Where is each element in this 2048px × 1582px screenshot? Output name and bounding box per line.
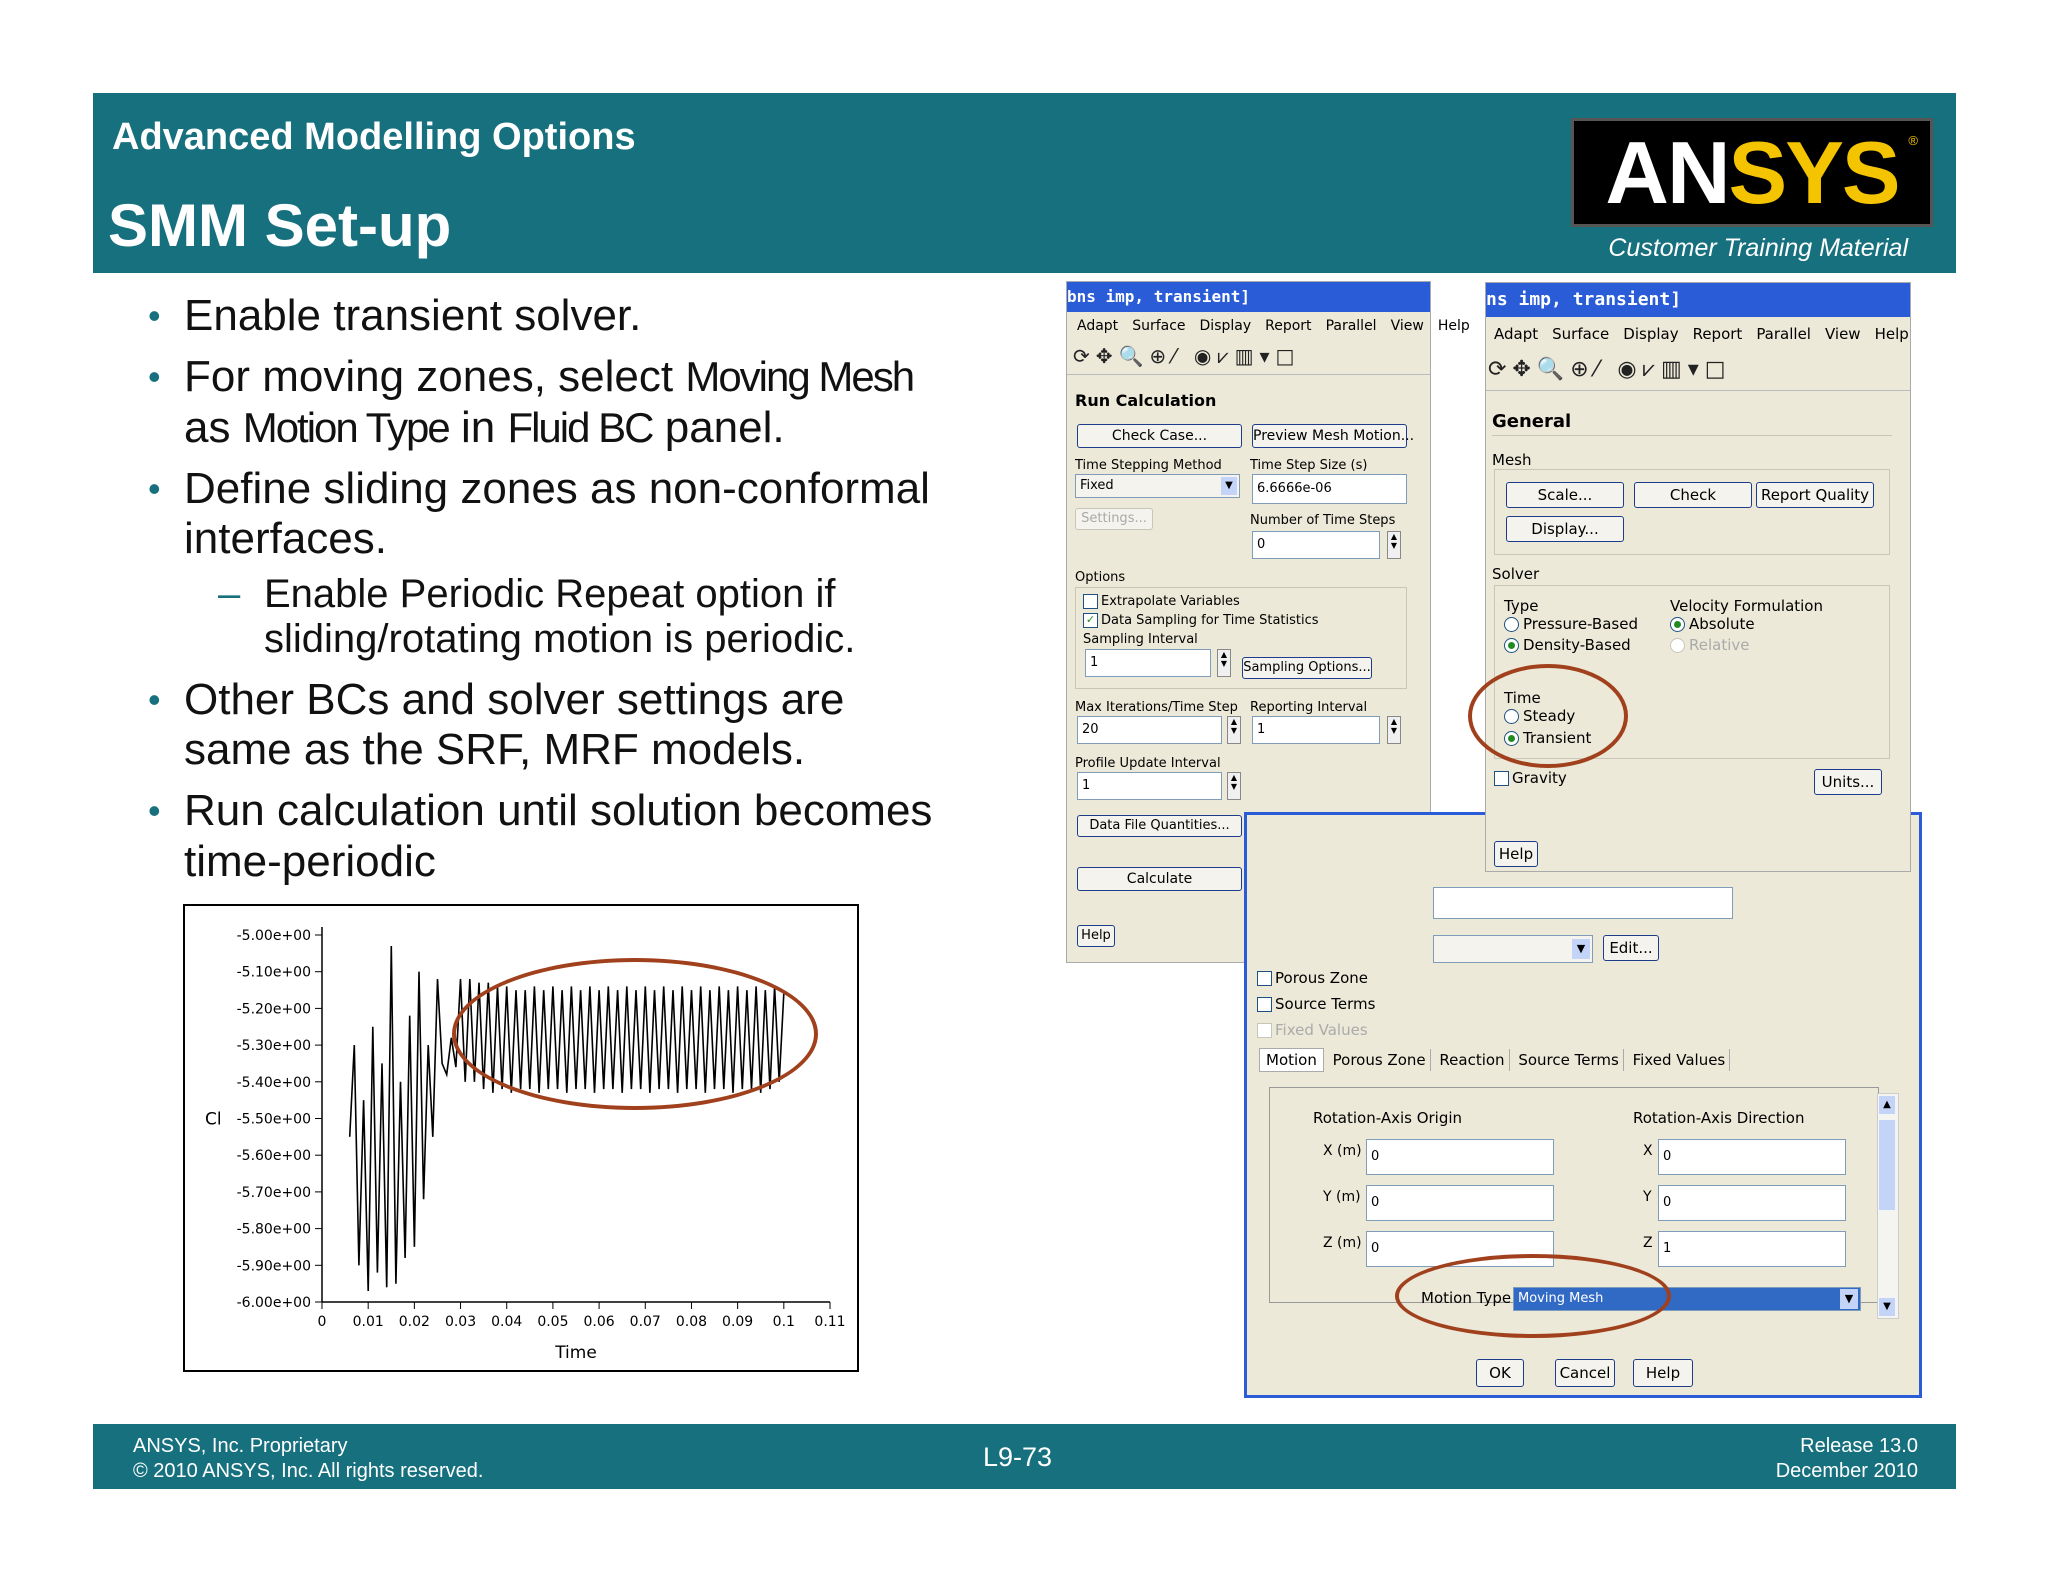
transient-radio[interactable]: Transient (1504, 729, 1591, 747)
max-iterations-input[interactable]: 20 (1077, 716, 1222, 744)
panel-heading: Run Calculation (1075, 391, 1217, 410)
y-axis-label: Cl (205, 1109, 222, 1130)
window-titlebar: bns imp, transient] (1067, 282, 1430, 312)
time-label: Time (1504, 689, 1541, 707)
density-based-radio[interactable]: Density-Based (1504, 636, 1631, 654)
profile-update-label: Profile Update Interval (1075, 756, 1221, 771)
menu-bar (1077, 318, 1484, 334)
x-tick-label: 0.07 (629, 1314, 661, 1330)
zone-name-input[interactable] (1433, 887, 1733, 919)
check-case-button[interactable]: Check Case... (1077, 424, 1242, 448)
porous-zone-checkbox[interactable]: Porous Zone (1257, 969, 1368, 987)
tab-source-terms[interactable]: Source Terms (1514, 1049, 1623, 1071)
source-terms-checkbox[interactable]: Source Terms (1257, 995, 1375, 1013)
panel-heading: General (1492, 411, 1572, 432)
fixed-values-checkbox[interactable]: Fixed Values (1257, 1021, 1368, 1039)
rotation-axis-direction-label: Rotation-Axis Direction (1633, 1109, 1805, 1127)
menu-bar (1494, 325, 1923, 343)
reporting-interval-spinner[interactable]: ▲ ▼ (1387, 716, 1401, 744)
x-tick-label: 0.11 (814, 1314, 846, 1330)
reporting-interval-input[interactable]: 1 (1252, 716, 1380, 744)
tab-motion[interactable]: Motion (1259, 1048, 1324, 1072)
tab-reaction[interactable]: Reaction (1435, 1049, 1509, 1071)
origin-z-input[interactable]: 0 (1366, 1231, 1554, 1267)
menu-display[interactable]: Display (1199, 318, 1252, 334)
toolbar-icons[interactable]: ⟳✥🔍⊕⁄ ◉⩗▥▾□ (1073, 344, 1301, 368)
y-tick-label: -5.90e+00 (236, 1258, 311, 1275)
max-iterations-spinner[interactable]: ▲ ▼ (1227, 716, 1241, 744)
sampling-interval-spinner[interactable]: ▲ ▼ (1217, 649, 1231, 677)
help-button[interactable]: Help (1633, 1359, 1693, 1387)
x-label: X (1643, 1143, 1653, 1159)
proprietary-text: ANSYS, Inc. Proprietary (133, 1435, 348, 1457)
time-step-size-label: Time Step Size (s) (1250, 458, 1368, 473)
y-tick-label: -5.30e+00 (236, 1038, 311, 1055)
x-tick-label: 0 (317, 1314, 327, 1330)
moving-mesh-highlight (1395, 1254, 1671, 1338)
y-tick-label: -5.70e+00 (236, 1184, 311, 1201)
menu-adapt[interactable]: Adapt (1494, 325, 1539, 343)
profile-update-input[interactable]: 1 (1077, 772, 1222, 800)
direction-z-input[interactable]: 1 (1658, 1231, 1846, 1267)
data-sampling-checkbox[interactable]: ✓ Data Sampling for Time Statistics (1083, 613, 1319, 628)
motion-type-label: Motion Type (1421, 1289, 1512, 1307)
options-label: Options (1075, 570, 1126, 585)
number-of-time-steps-label: Number of Time Steps (1250, 513, 1396, 528)
menu-display[interactable]: Display (1623, 325, 1679, 343)
menu-help[interactable]: Help (1874, 325, 1909, 343)
page-number: L9-73 (983, 1442, 1053, 1472)
chevron-down-icon[interactable]: ▼ (1840, 1289, 1858, 1309)
x-tick-label: 0.05 (537, 1314, 569, 1330)
time-stepping-select[interactable]: Fixed ▼ (1075, 474, 1240, 498)
menu-report[interactable]: Report (1692, 325, 1743, 343)
preview-mesh-motion-button[interactable]: Preview Mesh Motion... (1252, 424, 1407, 448)
origin-y-input[interactable]: 0 (1366, 1185, 1554, 1221)
y-tick-label: -5.50e+00 (236, 1111, 311, 1128)
scroll-up-icon[interactable]: ▲ (1879, 1096, 1895, 1114)
z-m-label: Z (m) (1323, 1235, 1362, 1251)
footer-bar (93, 1424, 1956, 1489)
y-tick-label: -5.20e+00 (236, 1001, 311, 1018)
copyright-text: © 2010 ANSYS, Inc. All rights reserved. (133, 1460, 484, 1482)
x-m-label: X (m) (1323, 1143, 1362, 1159)
x-tick-label: 0.01 (352, 1314, 384, 1330)
edit-button[interactable]: Edit... (1603, 935, 1659, 961)
steady-radio[interactable]: Steady (1504, 707, 1575, 725)
x-tick-label: 0.03 (444, 1314, 477, 1330)
toolbar-icons[interactable]: ⟳✥🔍⊕⁄ ◉⩗▥▾□ (1488, 357, 1732, 382)
relative-radio[interactable]: Relative (1670, 636, 1750, 654)
x-tick-label: 0.04 (491, 1314, 523, 1330)
x-tick-label: 0.09 (722, 1314, 754, 1330)
units-button[interactable]: Units... (1814, 769, 1882, 795)
type-label: Type (1504, 597, 1539, 615)
chevron-down-icon[interactable]: ▼ (1572, 939, 1590, 959)
ok-button[interactable]: OK (1476, 1359, 1524, 1387)
velocity-formulation-label: Velocity Formulation (1670, 597, 1823, 615)
sampling-options-button[interactable]: Sampling Options... (1242, 657, 1372, 679)
release-date: December 2010 (1775, 1460, 1918, 1482)
scrollbar[interactable] (1877, 1093, 1899, 1319)
transient-highlight (1468, 664, 1628, 768)
check-button[interactable]: Check (1634, 482, 1752, 508)
menu-adapt[interactable]: Adapt (1077, 318, 1119, 334)
y-tick-label: -5.60e+00 (236, 1148, 311, 1165)
slide-title: SMM Set-up (108, 192, 452, 259)
pressure-based-radio[interactable]: Pressure-Based (1504, 615, 1638, 633)
chevron-down-icon[interactable]: ▼ (1221, 477, 1237, 495)
material-select[interactable] (1433, 935, 1593, 963)
menu-report[interactable]: Report (1265, 318, 1312, 334)
absolute-radio[interactable]: Absolute (1670, 615, 1755, 633)
display-button[interactable]: Display... (1506, 516, 1624, 542)
solver-label: Solver (1492, 565, 1540, 583)
general-panel (1485, 282, 1911, 872)
y-tick-label: -5.10e+00 (236, 964, 311, 981)
menu-view[interactable]: View (1824, 325, 1861, 343)
cancel-button[interactable]: Cancel (1555, 1359, 1615, 1387)
menu-surface[interactable]: Surface (1132, 318, 1186, 334)
extrapolate-variables-checkbox[interactable]: Extrapolate Variables (1083, 594, 1240, 609)
x-tick-label: 0.06 (583, 1314, 615, 1330)
number-of-time-steps-spinner[interactable]: ▲ ▼ (1387, 531, 1401, 559)
menu-view[interactable]: View (1390, 318, 1424, 334)
y-tick-label: -5.00e+00 (236, 928, 311, 944)
data-file-quantities-button[interactable]: Data File Quantities... (1077, 815, 1242, 837)
x-axis-label: Time (555, 1343, 597, 1363)
x-tick-label: 0.1 (772, 1314, 795, 1330)
time-step-size-input[interactable]: 6.6666e-06 (1252, 474, 1407, 504)
sampling-interval-input[interactable]: 1 (1085, 649, 1211, 677)
settings-button[interactable]: Settings... (1075, 508, 1153, 530)
max-iterations-label: Max Iterations/Time Step (1075, 700, 1238, 715)
report-quality-button[interactable]: Report Quality (1756, 482, 1874, 508)
release-text: Release 13.0 (1800, 1435, 1918, 1457)
menu-help[interactable]: Help (1437, 318, 1470, 334)
scale-button[interactable]: Scale... (1506, 482, 1624, 508)
calculate-button[interactable]: Calculate (1077, 867, 1242, 891)
direction-y-input[interactable]: 0 (1658, 1185, 1846, 1221)
ansys-logo: ANSYS ® (1571, 118, 1933, 227)
scroll-thumb[interactable] (1879, 1120, 1895, 1210)
y-tick-label: -5.80e+00 (236, 1221, 311, 1238)
tab-bar (1259, 1051, 1730, 1069)
x-tick-label: 0.02 (398, 1314, 430, 1330)
reporting-interval-label: Reporting Interval (1250, 700, 1368, 715)
section-subtitle: Advanced Modelling Options (112, 116, 636, 158)
help-button[interactable]: Help (1494, 841, 1538, 867)
origin-x-input[interactable]: 0 (1366, 1139, 1554, 1175)
profile-update-spinner[interactable]: ▲ ▼ (1227, 772, 1241, 800)
direction-x-input[interactable]: 0 (1658, 1139, 1846, 1175)
scroll-down-icon[interactable]: ▼ (1879, 1298, 1895, 1316)
motion-type-select[interactable]: Moving Mesh ▼ (1513, 1287, 1861, 1311)
periodic-region-highlight (452, 958, 818, 1110)
y-tick-label: -6.00e+00 (236, 1295, 311, 1311)
menu-parallel[interactable]: Parallel (1756, 325, 1811, 343)
y-tick-label: -5.40e+00 (236, 1074, 311, 1091)
help-button[interactable]: Help (1077, 925, 1115, 947)
number-of-time-steps-input[interactable]: 0 (1252, 531, 1380, 559)
mesh-label: Mesh (1492, 451, 1532, 469)
menu-surface[interactable]: Surface (1552, 325, 1610, 343)
y-label: Y (1643, 1189, 1652, 1205)
x-tick-label: 0.08 (675, 1314, 708, 1330)
gravity-checkbox[interactable]: Gravity (1494, 769, 1567, 787)
tab-porous-zone[interactable]: Porous Zone (1329, 1049, 1431, 1071)
tab-fixed-values[interactable]: Fixed Values (1629, 1049, 1731, 1071)
tagline: Customer Training Material (1608, 234, 1908, 262)
y-m-label: Y (m) (1323, 1189, 1361, 1205)
time-stepping-label: Time Stepping Method (1075, 458, 1222, 473)
window-titlebar: ns imp, transient] (1486, 283, 1910, 317)
rotation-axis-origin-label: Rotation-Axis Origin (1313, 1109, 1463, 1127)
sampling-interval-label: Sampling Interval (1083, 632, 1198, 647)
menu-parallel[interactable]: Parallel (1325, 318, 1377, 334)
z-label: Z (1643, 1235, 1653, 1251)
